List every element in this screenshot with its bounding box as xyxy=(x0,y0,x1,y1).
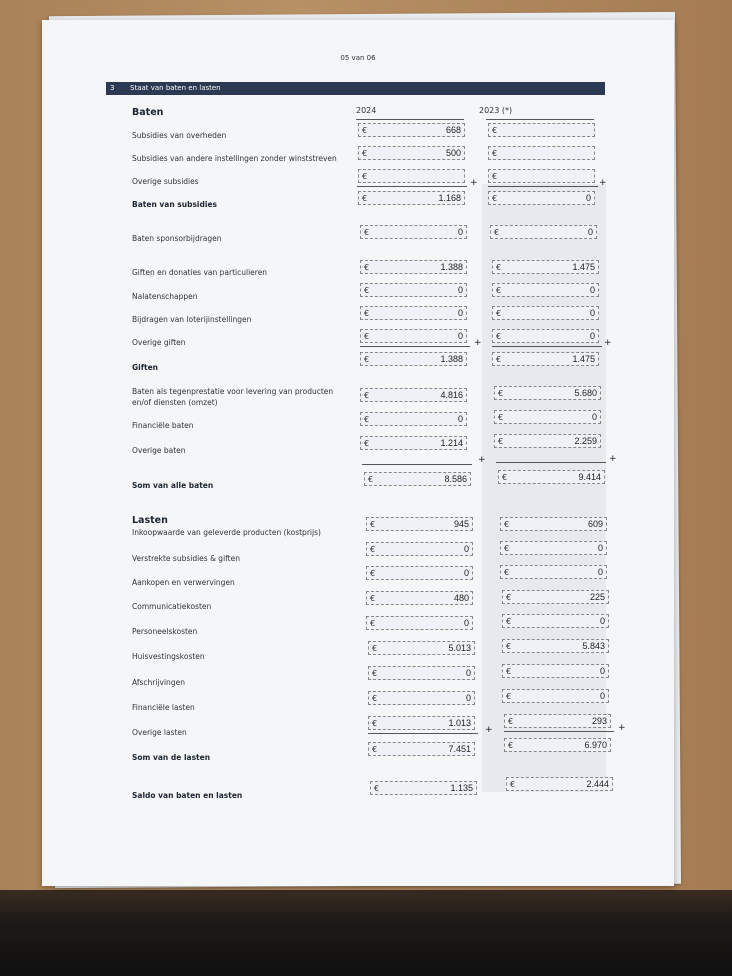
euro-sign: € xyxy=(496,332,502,341)
value-2024: 1.168 xyxy=(438,193,461,203)
value-box-2024 xyxy=(370,781,477,795)
value-2023: 0 xyxy=(589,285,595,295)
value-2024: 500 xyxy=(445,148,461,158)
euro-sign: € xyxy=(498,413,504,422)
value-box-2023 xyxy=(500,541,607,555)
subtotal-label: Baten van subsidies xyxy=(132,200,217,209)
value-box-2024 xyxy=(366,591,473,605)
value-box-2023 xyxy=(494,386,601,400)
value-2023: 5.680 xyxy=(574,388,597,398)
baten-heading: Baten xyxy=(132,107,164,118)
euro-sign: € xyxy=(508,717,514,726)
euro-sign: € xyxy=(492,172,498,181)
euro-sign: € xyxy=(496,286,502,295)
section-number: 3 xyxy=(110,84,115,92)
euro-sign: € xyxy=(498,389,504,398)
value-box-2024 xyxy=(360,329,467,343)
value-2024: 0 xyxy=(457,331,463,341)
value-box-2024 xyxy=(366,566,473,580)
year-current-header: 2024 xyxy=(356,106,377,115)
sum-rule xyxy=(488,186,598,187)
value-box-2024 xyxy=(358,123,465,137)
row-label: Financiële baten xyxy=(132,421,194,430)
value-2024: 1.013 xyxy=(448,718,471,728)
plus-sign: + xyxy=(470,178,478,188)
euro-sign: € xyxy=(364,263,370,272)
row-label: Aankopen en verwervingen xyxy=(132,578,235,587)
euro-sign: € xyxy=(496,309,502,318)
row-label: Overige subsidies xyxy=(132,177,199,186)
lasten-heading: Lasten xyxy=(132,515,168,526)
euro-sign: € xyxy=(496,355,502,364)
value-box-2023 xyxy=(506,777,613,791)
value-2024: 0 xyxy=(463,568,469,578)
value-2023: 0 xyxy=(589,331,595,341)
row-label: Financiële lasten xyxy=(132,703,195,712)
euro-sign: € xyxy=(506,692,512,701)
row-label: Personeelskosten xyxy=(132,627,198,636)
section-title: Staat van baten en lasten xyxy=(130,84,221,92)
row-label: Overige lasten xyxy=(132,728,187,737)
value-2023: 0 xyxy=(597,543,603,553)
sum-rule xyxy=(360,346,470,347)
value-2024: 0 xyxy=(465,693,471,703)
value-box-2023 xyxy=(494,434,601,448)
euro-sign: € xyxy=(364,286,370,295)
sum-rule xyxy=(496,462,606,463)
subtotal-label: Giften xyxy=(132,363,159,372)
euro-sign: € xyxy=(364,439,370,448)
value-box-2023 xyxy=(492,352,599,366)
value-2024: 1.135 xyxy=(450,783,473,793)
euro-sign: € xyxy=(364,415,370,424)
euro-sign: € xyxy=(498,437,504,446)
euro-sign: € xyxy=(506,667,512,676)
value-box-2023 xyxy=(492,329,599,343)
euro-sign: € xyxy=(504,544,510,553)
euro-sign: € xyxy=(362,149,368,158)
plus-sign: + xyxy=(474,338,482,348)
value-box-2024 xyxy=(360,260,467,274)
value-box-2024 xyxy=(364,472,471,486)
euro-sign: € xyxy=(372,694,378,703)
euro-sign: € xyxy=(372,644,378,653)
value-2023: 1.475 xyxy=(572,354,595,364)
value-2024: 0 xyxy=(463,544,469,554)
floor-background xyxy=(0,890,732,976)
sum-rule xyxy=(492,346,602,347)
value-2023: 2.259 xyxy=(574,436,597,446)
row-label: Bijdragen van loterijinstellingen xyxy=(132,315,252,324)
value-2023: 0 xyxy=(591,412,597,422)
euro-sign: € xyxy=(372,745,378,754)
euro-sign: € xyxy=(370,569,376,578)
row-label: Huisvestingskosten xyxy=(132,652,205,661)
euro-sign: € xyxy=(364,309,370,318)
value-box-2024 xyxy=(358,191,465,205)
euro-sign: € xyxy=(370,619,376,628)
total-label: Som van alle baten xyxy=(132,481,214,490)
value-2024: 945 xyxy=(453,519,469,529)
total-label: Som van de lasten xyxy=(132,753,211,762)
value-box-2023 xyxy=(488,169,595,183)
euro-sign: € xyxy=(374,784,380,793)
value-box-2024 xyxy=(360,352,467,366)
value-2023: 0 xyxy=(587,227,593,237)
value-box-2024 xyxy=(358,169,465,183)
row-label: Giften en donaties van particulieren xyxy=(132,268,268,277)
value-box-2023 xyxy=(498,470,605,484)
euro-sign: € xyxy=(504,568,510,577)
value-2023: 2.444 xyxy=(586,779,609,789)
value-box-2023 xyxy=(504,714,611,728)
euro-sign: € xyxy=(368,475,374,484)
euro-sign: € xyxy=(364,391,370,400)
value-box-2024 xyxy=(368,691,475,705)
euro-sign: € xyxy=(492,149,498,158)
value-2024: 0 xyxy=(465,668,471,678)
value-2024: 1.214 xyxy=(440,438,463,448)
value-box-2024 xyxy=(360,225,467,239)
value-2023: 293 xyxy=(591,716,607,726)
saldo-label: Saldo van baten en lasten xyxy=(132,791,243,800)
value-2023: 0 xyxy=(589,308,595,318)
value-2023: 9.414 xyxy=(578,472,601,482)
value-box-2024 xyxy=(368,641,475,655)
euro-sign: € xyxy=(370,594,376,603)
value-2023: 609 xyxy=(587,519,603,529)
plus-sign: + xyxy=(485,725,493,735)
euro-sign: € xyxy=(496,263,502,272)
value-2024: 480 xyxy=(453,593,469,603)
euro-sign: € xyxy=(372,669,378,678)
euro-sign: € xyxy=(492,194,498,203)
value-box-2024 xyxy=(368,716,475,730)
row-label: Baten sponsorbijdragen xyxy=(132,234,222,243)
row-label: Baten als tegenprestatie voor levering van producten xyxy=(132,387,334,396)
value-box-2023 xyxy=(500,565,607,579)
value-box-2023 xyxy=(502,639,609,653)
value-box-2023 xyxy=(502,664,609,678)
value-2024: 1.388 xyxy=(440,262,463,272)
year-previous-header: 2023 (*) xyxy=(479,106,513,115)
value-box-2024 xyxy=(368,742,475,756)
value-2023: 0 xyxy=(599,691,605,701)
value-box-2024 xyxy=(366,542,473,556)
value-2023: 0 xyxy=(597,567,603,577)
document-page xyxy=(42,20,674,886)
sum-rule xyxy=(357,186,467,187)
euro-sign: € xyxy=(504,520,510,529)
value-box-2024 xyxy=(360,306,467,320)
value-box-2023 xyxy=(488,123,595,137)
euro-sign: € xyxy=(362,194,368,203)
value-2023: 6.970 xyxy=(584,740,607,750)
euro-sign: € xyxy=(370,520,376,529)
plus-sign: + xyxy=(618,723,626,733)
value-2023: 5.843 xyxy=(582,641,605,651)
plus-sign: + xyxy=(609,454,617,464)
value-box-2023 xyxy=(502,689,609,703)
euro-sign: € xyxy=(494,228,500,237)
euro-sign: € xyxy=(502,473,508,482)
value-2024: 0 xyxy=(457,414,463,424)
value-box-2023 xyxy=(494,410,601,424)
row-label: Nalatenschappen xyxy=(132,292,198,301)
row-label: Verstrekte subsidies & giften xyxy=(132,554,240,563)
value-box-2023 xyxy=(490,225,597,239)
euro-sign: € xyxy=(364,332,370,341)
value-box-2024 xyxy=(366,616,473,630)
value-box-2024 xyxy=(368,666,475,680)
euro-sign: € xyxy=(362,172,368,181)
value-2024: 0 xyxy=(463,618,469,628)
plus-sign: + xyxy=(478,455,486,465)
sum-rule xyxy=(368,733,478,734)
value-box-2023 xyxy=(488,191,595,205)
value-box-2023 xyxy=(504,738,611,752)
row-label: Subsidies van overheden xyxy=(132,131,227,140)
page-number: 05 van 06 xyxy=(340,54,376,62)
section-header-band xyxy=(106,82,605,95)
value-box-2024 xyxy=(360,436,467,450)
euro-sign: € xyxy=(364,355,370,364)
value-box-2024 xyxy=(358,146,465,160)
value-box-2024 xyxy=(360,388,467,402)
sum-rule xyxy=(504,731,614,732)
value-2023: 1.475 xyxy=(572,262,595,272)
euro-sign: € xyxy=(506,617,512,626)
value-2024: 1.388 xyxy=(440,354,463,364)
year-previous-rule xyxy=(486,119,594,120)
row-label: Subsidies van andere instellingen zonder winststreven xyxy=(132,154,337,163)
euro-sign: € xyxy=(510,780,516,789)
value-2024: 668 xyxy=(445,125,461,135)
row-label: Inkoopwaarde van geleverde producten (kostprijs) xyxy=(132,528,321,537)
value-box-2024 xyxy=(366,517,473,531)
plus-sign: + xyxy=(599,178,607,188)
euro-sign: € xyxy=(492,126,498,135)
value-2024: 0 xyxy=(457,285,463,295)
year-current-rule xyxy=(356,119,464,120)
value-box-2024 xyxy=(360,412,467,426)
value-2024: 7.451 xyxy=(448,744,471,754)
value-2024: 0 xyxy=(457,227,463,237)
euro-sign: € xyxy=(362,126,368,135)
value-2023: 0 xyxy=(585,193,591,203)
sum-rule xyxy=(362,464,472,465)
value-box-2023 xyxy=(488,146,595,160)
value-box-2023 xyxy=(502,590,609,604)
value-2023: 0 xyxy=(599,616,605,626)
value-box-2023 xyxy=(492,306,599,320)
value-2024: 4.816 xyxy=(440,390,463,400)
value-2024: 8.586 xyxy=(444,474,467,484)
value-2024: 0 xyxy=(457,308,463,318)
value-2023: 225 xyxy=(589,592,605,602)
euro-sign: € xyxy=(364,228,370,237)
euro-sign: € xyxy=(506,593,512,602)
value-box-2023 xyxy=(500,517,607,531)
row-label-continued: en/of diensten (omzet) xyxy=(132,398,218,407)
row-label: Afschrijvingen xyxy=(132,678,185,687)
plus-sign: + xyxy=(604,338,612,348)
value-2024: 5.013 xyxy=(448,643,471,653)
euro-sign: € xyxy=(370,545,376,554)
row-label: Overige giften xyxy=(132,338,186,347)
value-box-2023 xyxy=(492,260,599,274)
value-2023: 0 xyxy=(599,666,605,676)
value-box-2023 xyxy=(502,614,609,628)
euro-sign: € xyxy=(508,741,514,750)
value-box-2023 xyxy=(492,283,599,297)
euro-sign: € xyxy=(506,642,512,651)
value-box-2024 xyxy=(360,283,467,297)
row-label: Overige baten xyxy=(132,446,186,455)
row-label: Communicatiekosten xyxy=(132,602,212,611)
euro-sign: € xyxy=(372,719,378,728)
